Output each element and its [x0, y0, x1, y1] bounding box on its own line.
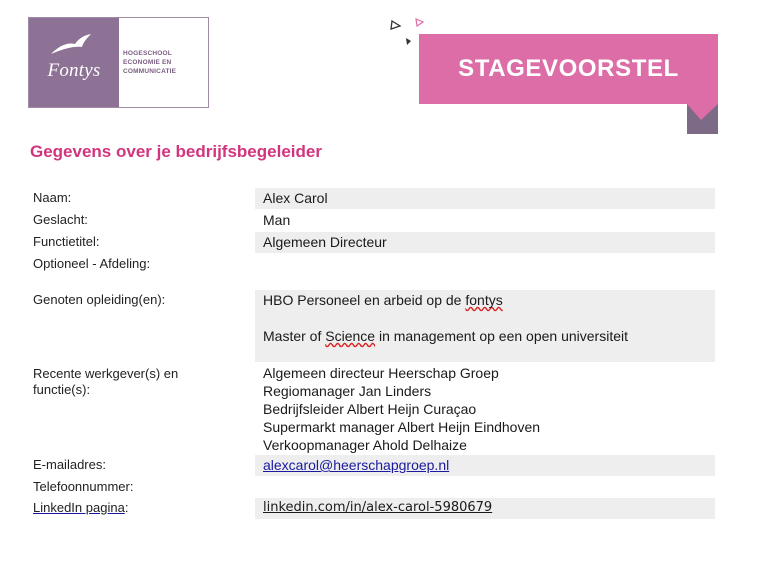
- logo-wordmark: Fontys: [47, 59, 101, 81]
- functietitel-label: Functietitel:: [33, 234, 100, 249]
- werkgever-label-line-1: Recente werkgever(s) en: [33, 366, 179, 381]
- werkgever-item: Regiomanager Jan Linders: [263, 383, 432, 399]
- opleiding-line-2: [263, 327, 628, 345]
- werkgever-label: [33, 366, 178, 398]
- logo-subtitle: [119, 18, 208, 107]
- email-link[interactable]: alexcarol@heerschapgroep.nl: [263, 457, 450, 473]
- werkgever-label-line-2: functie(s):: [33, 382, 91, 397]
- opleiding-line-1-text: HBO Personeel en arbeid op de: [263, 292, 466, 308]
- opleiding-line-2-spell: Science: [325, 328, 376, 344]
- opleiding-line-2-text-c: in management op een open universiteit: [375, 328, 629, 344]
- geslacht-value: Man: [263, 212, 291, 228]
- werkgever-item: Algemeen directeur Heerschap Groep: [263, 365, 499, 381]
- fontys-logo: [28, 17, 209, 108]
- fontys-logo-mark: [29, 18, 119, 107]
- bird-icon: [49, 32, 93, 58]
- werkgever-item: Supermarkt manager Albert Heijn Eindhoven: [263, 419, 541, 435]
- opleiding-line-2-text-a: Master of: [263, 328, 326, 344]
- werkgever-item: Bedrijfsleider Albert Heijn Curaçao: [263, 401, 477, 417]
- linkedin-label-text: LinkedIn pagina: [33, 500, 125, 515]
- functietitel-value: Algemeen Directeur: [263, 234, 387, 250]
- geslacht-label: Geslacht:: [33, 212, 88, 227]
- naam-label: Naam:: [33, 190, 72, 205]
- naam-value: Alex Carol: [263, 190, 328, 206]
- email-label: E-mailadres:: [33, 457, 106, 472]
- section-title: Gegevens over je bedrijfsbegeleider: [30, 142, 322, 161]
- linkedin-link[interactable]: linkedin.com/in/alex-carol-5980679: [263, 500, 493, 515]
- opleiding-line-1-spell: fontys: [465, 292, 503, 308]
- werkgever-item: Verkoopmanager Ahold Delhaize: [263, 437, 467, 453]
- afdeling-label: Optioneel - Afdeling:: [33, 256, 151, 271]
- linkedin-label-colon: :: [124, 500, 129, 515]
- telefoon-label: Telefoonnummer:: [33, 479, 134, 494]
- logo-line-3: COMMUNICATIE: [123, 68, 177, 75]
- logo-line-1: HOGESCHOOL: [123, 50, 172, 57]
- opleiding-label: Genoten opleiding(en):: [33, 292, 166, 307]
- logo-line-2: ECONOMIE EN: [123, 59, 172, 66]
- banner-ribbon-icon: [687, 104, 718, 134]
- linkedin-label: [33, 500, 128, 516]
- opleiding-line-1: [263, 291, 503, 309]
- banner-title: STAGEVOORSTEL: [458, 55, 679, 82]
- stagevoorstel-banner: [419, 34, 718, 104]
